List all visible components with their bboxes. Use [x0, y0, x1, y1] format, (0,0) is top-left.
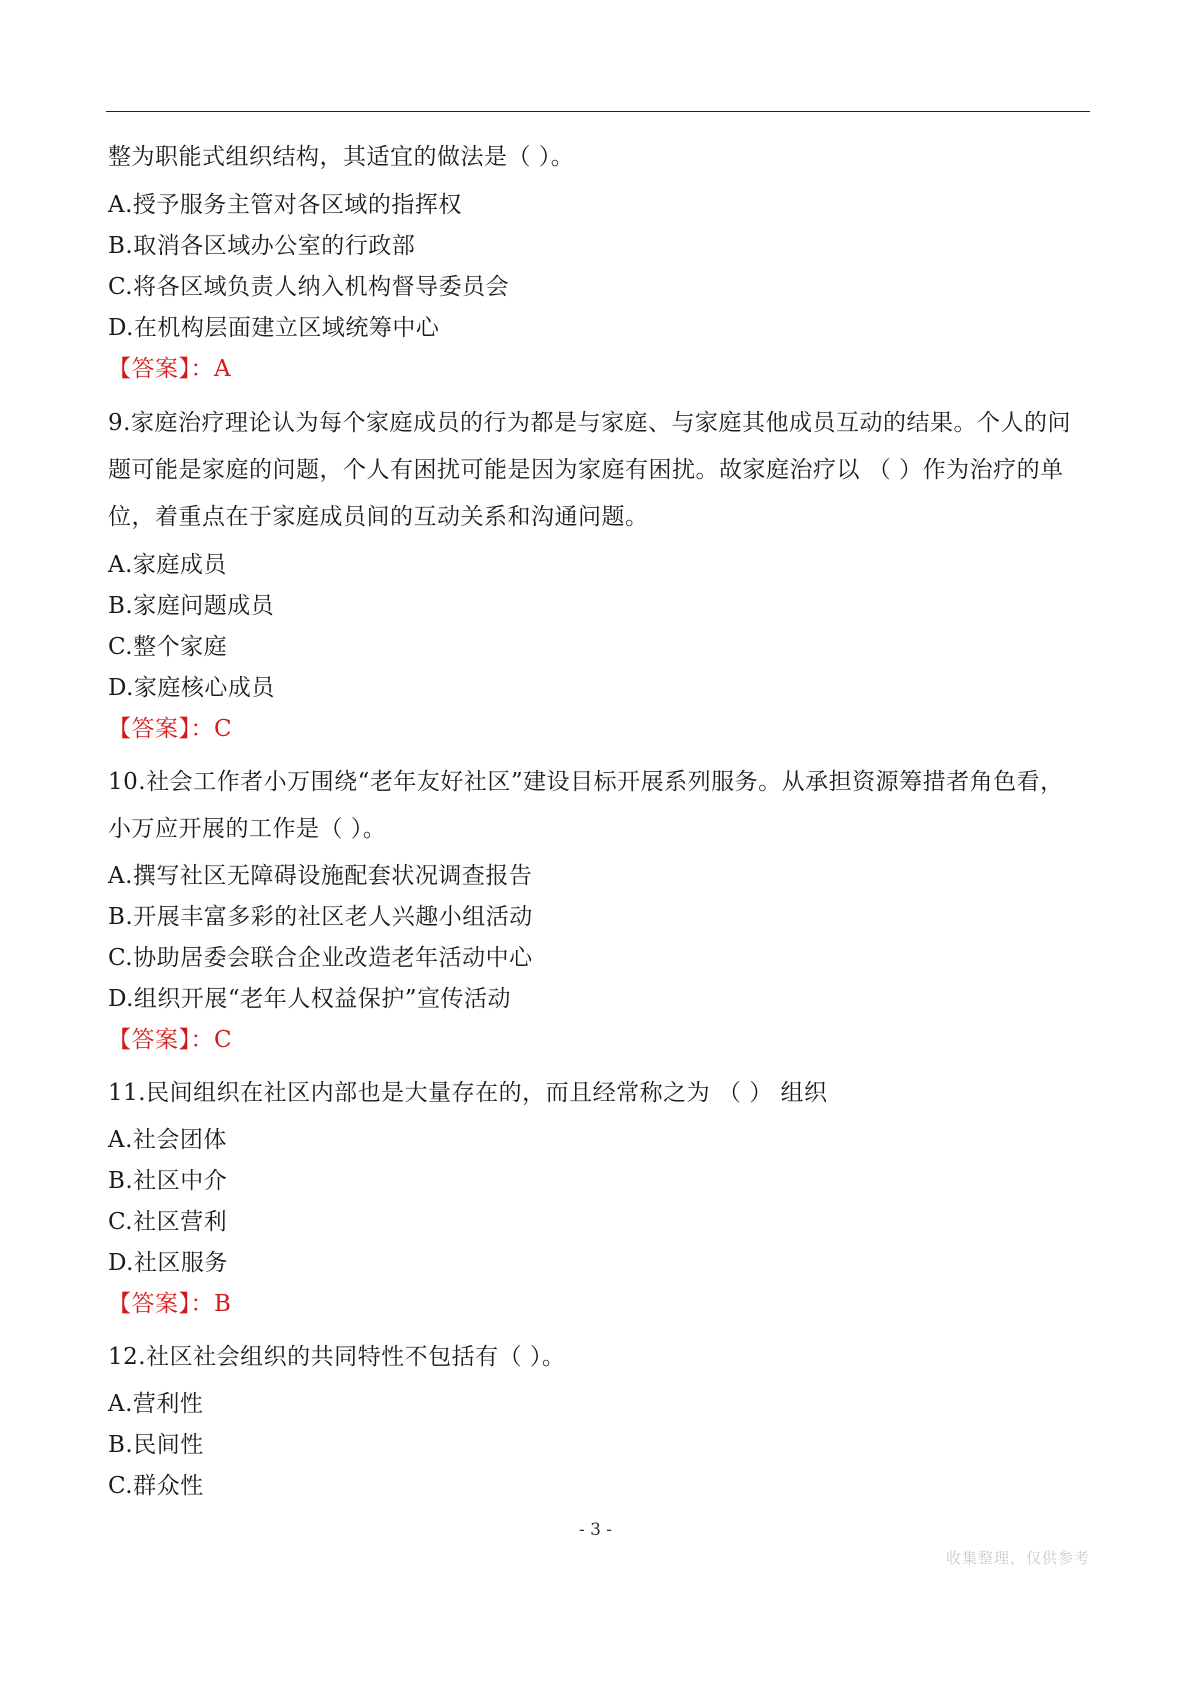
- question-9-option-b: B.家庭问题成员: [108, 593, 275, 619]
- question-8-option-c: C.将各区域负责人纳入机构督导委员会: [108, 274, 510, 300]
- question-12-option-a: A.营利性: [108, 1391, 204, 1417]
- question-10-option-d: D.组织开展“老年人权益保护”宣传活动: [108, 986, 511, 1012]
- question-10-option-a: A.撰写社区无障碍设施配套状况调查报告: [108, 863, 533, 889]
- question-9-option-c: C.整个家庭: [108, 634, 228, 660]
- question-10-stem-line-1: 10.社会工作者小万围绕“老年友好社区”建设目标开展系列服务。从承担资源筹措者角色看，: [108, 769, 1064, 795]
- question-11-option-a: A.社会团体: [108, 1127, 227, 1153]
- header-rule: [106, 111, 1090, 112]
- watermark-text: 收集整理，仅供参考: [945, 1549, 1090, 1567]
- question-8-option-a: A.授予服务主管对各区域的指挥权: [108, 192, 462, 218]
- question-9-stem-line-3: 位，着重点在于家庭成员间的互动关系和沟通问题。: [108, 504, 649, 530]
- question-8-answer: 【答案】：A: [108, 356, 232, 382]
- question-9-option-a: A.家庭成员: [108, 552, 227, 578]
- question-8-stem: 整为职能式组织结构，其适宜的做法是（ ）。: [108, 144, 575, 170]
- question-8-option-b: B.取消各区域办公室的行政部: [108, 233, 416, 259]
- question-9-answer: 【答案】：C: [108, 716, 233, 742]
- question-10-option-c: C.协助居委会联合企业改造老年活动中心: [108, 945, 533, 971]
- question-11-option-c: C.社区营利: [108, 1209, 228, 1235]
- question-11-answer: 【答案】：B: [108, 1291, 232, 1317]
- question-12-option-c: C.群众性: [108, 1473, 204, 1499]
- question-11-option-d: D.社区服务: [108, 1250, 228, 1276]
- question-10-answer: 【答案】：C: [108, 1027, 233, 1053]
- question-9-stem-line-1: 9.家庭治疗理论认为每个家庭成员的行为都是与家庭、与家庭其他成员互动的结果。个人的问: [108, 410, 1071, 436]
- question-10-option-b: B.开展丰富多彩的社区老人兴趣小组活动: [108, 904, 533, 930]
- question-8-option-d: D.在机构层面建立区域统筹中心: [108, 315, 440, 341]
- question-12-option-b: B.民间性: [108, 1432, 204, 1458]
- question-9-stem-line-2: 题可能是家庭的问题，个人有困扰可能是因为家庭有困扰。故家庭治疗以 （ ）作为治疗的单: [108, 457, 1064, 483]
- question-11-stem: 11.民间组织在社区内部也是大量存在的，而且经常称之为 （ ） 组织: [108, 1080, 828, 1106]
- question-12-stem: 12.社区社会组织的共同特性不包括有（ ）。: [108, 1344, 566, 1370]
- question-11-option-b: B.社区中介: [108, 1168, 228, 1194]
- question-9-option-d: D.家庭核心成员: [108, 675, 275, 701]
- page-number: - 3 -: [578, 1520, 613, 1540]
- question-10-stem-line-2: 小万应开展的工作是（ ）。: [108, 816, 387, 842]
